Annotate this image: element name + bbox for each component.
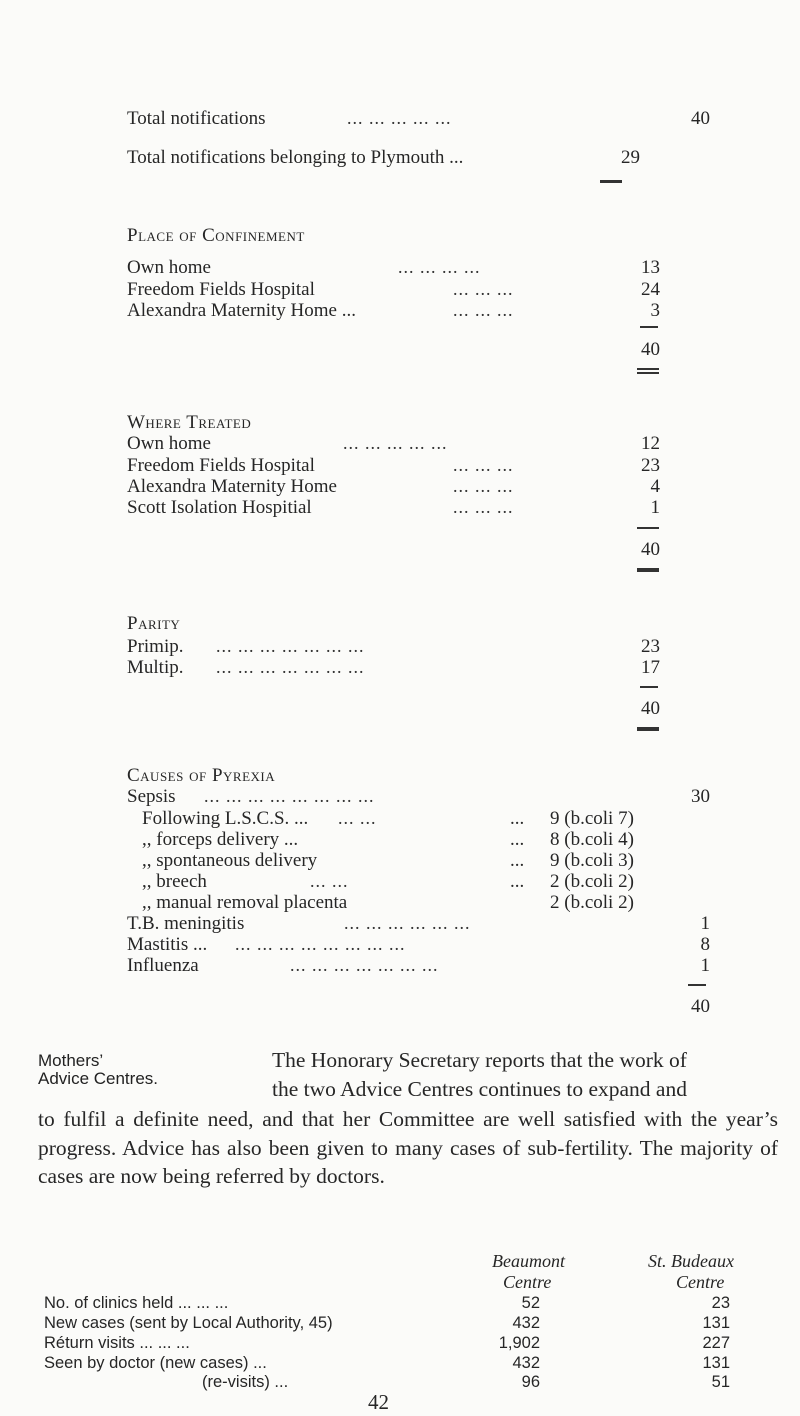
page-number: 42: [368, 1390, 389, 1414]
table-row-label: (re-visits) ...: [202, 1373, 289, 1391]
sepsis-value: 30: [691, 786, 710, 807]
underline-rule: [600, 180, 622, 183]
treated-row-label: Freedom Fields Hospital: [127, 455, 315, 476]
table-row-label: Réturn visits ... ... ...: [44, 1334, 190, 1352]
leader-dots: ... ...: [310, 871, 349, 891]
confinement-heading: Place of Confinement: [127, 225, 305, 246]
following-row-detail: 8 (b.coli 4): [550, 829, 634, 850]
following-row-label: ,, manual removal placenta: [142, 892, 348, 913]
treated-row-value: 1: [650, 497, 660, 518]
following-row-detail: 2 (b.coli 2): [550, 871, 634, 892]
pyrexia-other-value: 1: [700, 913, 710, 934]
following-row-label: ,, breech: [142, 871, 207, 892]
advice-para-line2: the two Advice Centres continues to expand and: [272, 1077, 687, 1101]
sum-rule: [640, 326, 658, 328]
table-cell-beaumont: 96: [521, 1373, 540, 1391]
heavy-rule: [637, 568, 659, 572]
parity-heading: Parity: [127, 613, 181, 634]
table-row-label: Seen by doctor (new cases) ...: [44, 1354, 267, 1372]
total-notifications-value: 40: [691, 108, 710, 129]
following-row-dots: ...: [510, 808, 525, 829]
confinement-row-label: Freedom Fields Hospital: [127, 279, 315, 300]
sum-rule: [637, 527, 659, 529]
table-cell-beaumont: 1,902: [498, 1334, 540, 1352]
leader-dots: ... ... ... ...: [398, 257, 481, 277]
table-cell-beaumont: 432: [512, 1314, 540, 1332]
treated-row-value: 12: [641, 433, 660, 454]
side-heading: [38, 1052, 158, 1088]
side-heading-line2: Advice Centres.: [38, 1069, 158, 1088]
pyrexia-other-value: 8: [700, 934, 710, 955]
leader-dots: ... ... ... ... ... ... ...: [290, 955, 439, 975]
leader-dots: ... ... ... ... ... ... ... ...: [235, 934, 406, 954]
confinement-row-value: 13: [641, 257, 660, 278]
side-heading-line1: Mothers’: [38, 1051, 104, 1070]
treated-row-label: Alexandra Maternity Home: [127, 476, 337, 497]
following-row-label: ,, forceps delivery ...: [142, 829, 299, 850]
treated-row-value: 4: [650, 476, 660, 497]
parity-row-label: Multip.: [127, 657, 184, 678]
following-row-dots: ...: [510, 829, 525, 850]
confinement-row-label: Alexandra Maternity Home ...: [127, 300, 356, 321]
table-row-label: New cases (sent by Local Authority, 45): [44, 1314, 333, 1332]
plymouth-notifications-value: 29: [621, 147, 640, 168]
col-header-budeaux-1: St. Budeaux: [648, 1251, 734, 1271]
treated-row-label: Scott Isolation Hospitial: [127, 497, 312, 518]
following-row-detail: 9 (b.coli 3): [550, 850, 634, 871]
treated-row-label: Own home: [127, 433, 211, 454]
leader-dots: ... ... ...: [453, 455, 514, 475]
confinement-row-value: 3: [650, 300, 660, 321]
leader-dots: ... ... ... ... ... ... ...: [216, 636, 365, 656]
parity-row-value: 23: [641, 636, 660, 657]
leader-dots: ... ... ...: [453, 279, 514, 299]
leader-dots: ... ... ... ... ... ... ... ...: [204, 786, 375, 806]
following-row-label: Following L.S.C.S. ...: [142, 808, 309, 829]
plymouth-notifications-label: Total notifications belonging to Plymouth ...: [127, 147, 464, 168]
table-cell-beaumont: 432: [512, 1354, 540, 1372]
table-cell-beaumont: 52: [521, 1294, 540, 1312]
pyrexia-heading: Causes of Pyrexia: [127, 765, 276, 786]
confinement-row-label: Own home: [127, 257, 211, 278]
confinement-total: 40: [641, 339, 660, 360]
leader-dots: ... ... ... ... ... ...: [344, 913, 471, 933]
advice-paragraph: to fulfil a definite need, and that her Committee are well satisfied with the year’s progress. Advice has also been given to many cases of sub-fertility. The majority of cases are now being referred by doctors.: [38, 1107, 778, 1188]
col-header-beaumont-1: Beaumont: [492, 1251, 565, 1271]
confinement-row-value: 24: [641, 279, 660, 300]
pyrexia-other-label: T.B. meningitis: [127, 913, 245, 934]
heavy-rule: [637, 727, 659, 731]
table-cell-budeaux: 51: [711, 1373, 730, 1391]
pyrexia-other-value: 1: [700, 955, 710, 976]
table-row-label: No. of clinics held ... ... ...: [44, 1294, 229, 1312]
total-notifications-label: Total notifications: [127, 108, 266, 129]
leader-dots: ... ...: [338, 808, 377, 828]
pyrexia-total: 40: [691, 996, 710, 1017]
table-cell-budeaux: 131: [702, 1314, 730, 1332]
table-cell-budeaux: 227: [702, 1334, 730, 1352]
leader-dots: ... ... ... ... ... ... ...: [216, 657, 365, 677]
parity-total: 40: [641, 698, 660, 719]
leader-dots: ... ... ... ... ...: [347, 108, 452, 128]
parity-row-label: Primip.: [127, 636, 184, 657]
advice-para-line1: The Honorary Secretary reports that the work of: [272, 1048, 687, 1072]
treated-total: 40: [641, 539, 660, 560]
parity-row-value: 17: [641, 657, 660, 678]
sum-rule: [640, 686, 658, 688]
col-header-budeaux-2: Centre: [676, 1272, 725, 1292]
treated-row-value: 23: [641, 455, 660, 476]
leader-dots: ... ... ...: [453, 497, 514, 517]
leader-dots: ... ... ... ... ...: [343, 433, 448, 453]
following-row-detail: 2 (b.coli 2): [550, 892, 634, 913]
leader-dots: ... ... ...: [453, 300, 514, 320]
double-rule: [637, 368, 659, 370]
table-cell-budeaux: 23: [711, 1294, 730, 1312]
double-rule: [637, 372, 659, 374]
following-row-detail: 9 (b.coli 7): [550, 808, 634, 829]
col-header-beaumont-2: Centre: [503, 1272, 552, 1292]
following-row-dots: ...: [510, 871, 525, 892]
pyrexia-other-label: Mastitis ...: [127, 934, 208, 955]
following-row-dots: ...: [510, 850, 525, 871]
following-row-label: ,, spontaneous delivery: [142, 850, 318, 871]
table-cell-budeaux: 131: [702, 1354, 730, 1372]
sepsis-label: Sepsis: [127, 786, 176, 807]
treated-heading: Where Treated: [127, 412, 252, 433]
leader-dots: ... ... ...: [453, 476, 514, 496]
sum-rule: [688, 984, 706, 986]
pyrexia-other-label: Influenza: [127, 955, 199, 976]
